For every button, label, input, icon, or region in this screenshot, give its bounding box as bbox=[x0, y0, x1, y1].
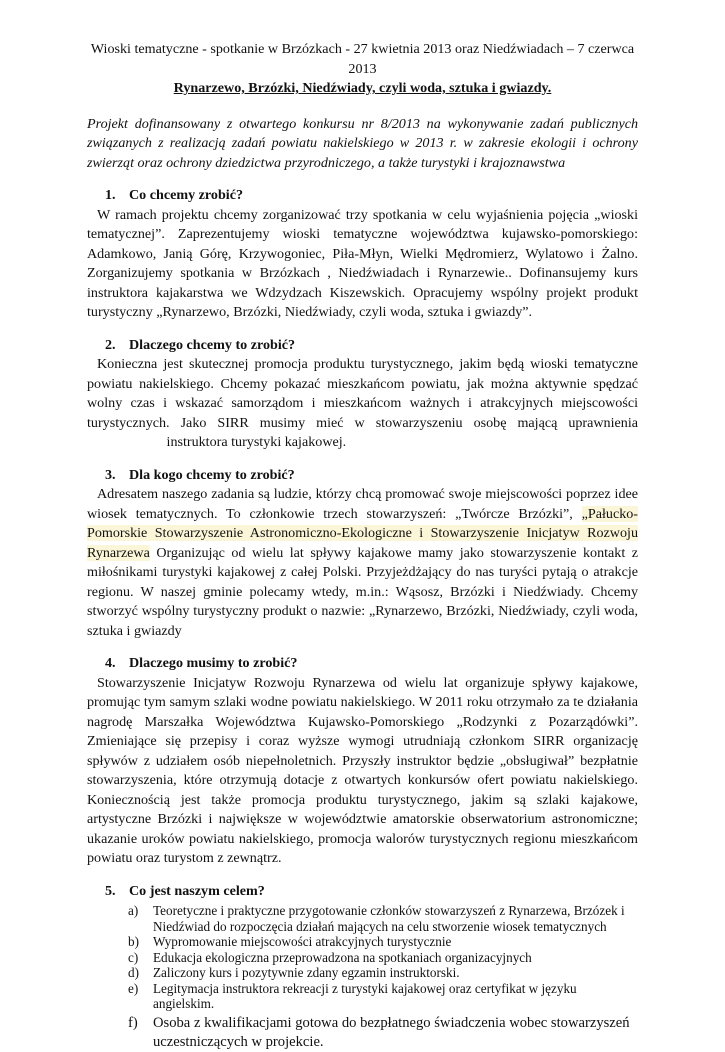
document-header: Wioski tematyczne - spotkanie w Brzózkach - 27 kwietnia 2013 oraz Niedźwiadach – 7 czerwca 2013 bbox=[90, 41, 635, 77]
list-item: c) Edukacja ekologiczna przeprowadzona na spotkaniach organizacyjnych bbox=[128, 949, 532, 965]
section-paragraph: Konieczna jest skutecznej promocja produktu turystycznego, jakim będą wioski tematyczne powiatu nakielskiego. Chcemy pokazać mieszkańcom powiatu, jak można aktywnie spędzać wolny czas i wskazać samorządom i mieszkańcom ważnych i atrakcyjnych miejscowości turystycznych. Jako SIRR musimy mieć w stowarzyszeniu osobę mającą uprawnienia instruktora turystyki kajakowej. bbox=[87, 356, 638, 450]
section-what bbox=[87, 186, 638, 323]
highlighted-text: „Pałucko-Pomorskie Stowarzyszenie Astronomiczno-Ekologiczne i Stowarzyszenie Inicjatyw Rozwoju Rynarzewa bbox=[87, 505, 638, 561]
funding-note: Projekt dofinansowany z otwartego konkursu nr 8/2013 na wykonywanie zadań publicznych związanych z realizacją zadań powiatu nakielskiego w 2013 r. w zakresie ekologii i ochrony zwierząt oraz ochrony dziedzictwa przyrodniczego, a także turystyki i krajoznawstwa bbox=[87, 115, 638, 171]
document-page bbox=[87, 40, 638, 1052]
list-item: f) Osoba z kwalifikacjami gotowa do bezpłatnego świadczenia wobec stowarzyszeń uczestniczących w projekcie. bbox=[128, 1014, 630, 1050]
section-paragraph: Adresatem naszego zadania są ludzie, którzy chcą promować swoje miejscowości poprzez idee wiosek tematycznych. To członkowie trzech stowarzyszeń: „Twórcze Brzózki”, „Pałucko-Pomorskie Stowarzyszenie Astronomiczno-Ekologiczne i Stowarzyszenie Inicjatyw Rozwoju Rynarzewa Organizując od wielu lat spływy kajakowe mamy jako stowarzyszenie kontakt z miłośnikami turystyki kajakowej z całej Polski. Przyjeżdżający do nas turyści pytają o atrakcje regionu. W naszej gminie polecamy wtedy, m.in.: Wąsosz, Brzózki i Niedźwiady. Chcemy stworzyć wspólny turystyczny produkt o nazwie: „Rynarzewo, Brzózki, Niedźwiady, czyli woda, sztuka i gwiazdy bbox=[87, 486, 638, 639]
section-heading: 4. Dlaczego musimy to zrobić? bbox=[105, 655, 298, 671]
section-for-whom bbox=[87, 466, 638, 642]
section-goals bbox=[87, 882, 638, 1052]
section-why-must bbox=[87, 654, 638, 869]
document-title: Rynarzewo, Brzózki, Niedźwiady, czyli woda, sztuka i gwiazdy. bbox=[173, 80, 552, 96]
list-item: b) Wypromowanie miejscowości atrakcyjnych turystycznie bbox=[128, 934, 452, 949]
section-why bbox=[87, 336, 638, 453]
section-heading: 1. Co chcemy zrobić? bbox=[105, 187, 244, 203]
list-item: d) Zaliczony kurs i pozytywnie zdany egzamin instruktorski. bbox=[128, 965, 460, 980]
section-paragraph: Stowarzyszenie Inicjatyw Rozwoju Rynarzewa od wielu lat organizuje spływy kajakowe, promując tym samym szlaki wodne powiatu nakielskiego. W 2011 roku otrzymało za te działania nagrodę Marszałka Województwa Kujawsko-Pomorskiego „Rodzynki z Pozarządówki”. Zmieniające się przepisy i coraz wyższe wymogi utrudniają członkom SIRR organizację spływów z udziałem osób niepełnoletnich. Przyszły instruktor będzie „obsługiwał” bezpłatnie stowarzyszenia, które otrzymują dotacje z otwartych konkursów ofert powiatu nakielskiego. Koniecznością jest także promocja produktu turystycznego, jakim są szlaki kajakowe, artystyczne Brzózki i największe w województwie amatorskie obserwatorium astronomiczne; ukazanie uroków powiatu nakielskiego, promocja walorów turystycznych regionu mieszkańcom powiatu oraz turystom z zewnątrz. bbox=[87, 674, 638, 866]
goals-list bbox=[87, 903, 638, 1052]
list-item: a) Teoretyczne i praktyczne przygotowanie członków stowarzyszeń z Rynarzewa, Brzózek i Niedźwiad do rozpoczęcia działań mających na celu stworzenie wiosek tematycznych bbox=[128, 903, 625, 934]
section-heading: 5. Co jest naszym celem? bbox=[105, 882, 265, 899]
list-item: e) Legitymacja instruktora rekreacji z turystyki kajakowej oraz certyfikat w języku angielskim. bbox=[128, 980, 577, 1011]
section-paragraph: W ramach projektu chcemy zorganizować trzy spotkania w celu wyjaśnienia pojęcia „wioski tematycznej”. Zaprezentujemy wioski tematyczne województwa kujawsko-pomorskiego: Adamkowo, Janią Górę, Krzywogoniec, Piła-Młyn, Wielki Mędromierz, Wylatowo i Żalno. Zorganizujemy spotkania w Brzózkach , Niedźwiadach i Rynarzewie.. Dofinansujemy kurs instruktora kajakarstwa we Wdzydzach Kiszewskich. Opracujemy wspólny projekt produkt turystyczny „Rynarzewo, Brzózki, Niedźwiady, czyli woda, sztuka i gwiazdy”. bbox=[87, 206, 638, 320]
section-heading: 3. Dla kogo chcemy to zrobić? bbox=[105, 466, 295, 483]
section-heading: 2. Dlaczego chcemy to zrobić? bbox=[105, 336, 296, 353]
